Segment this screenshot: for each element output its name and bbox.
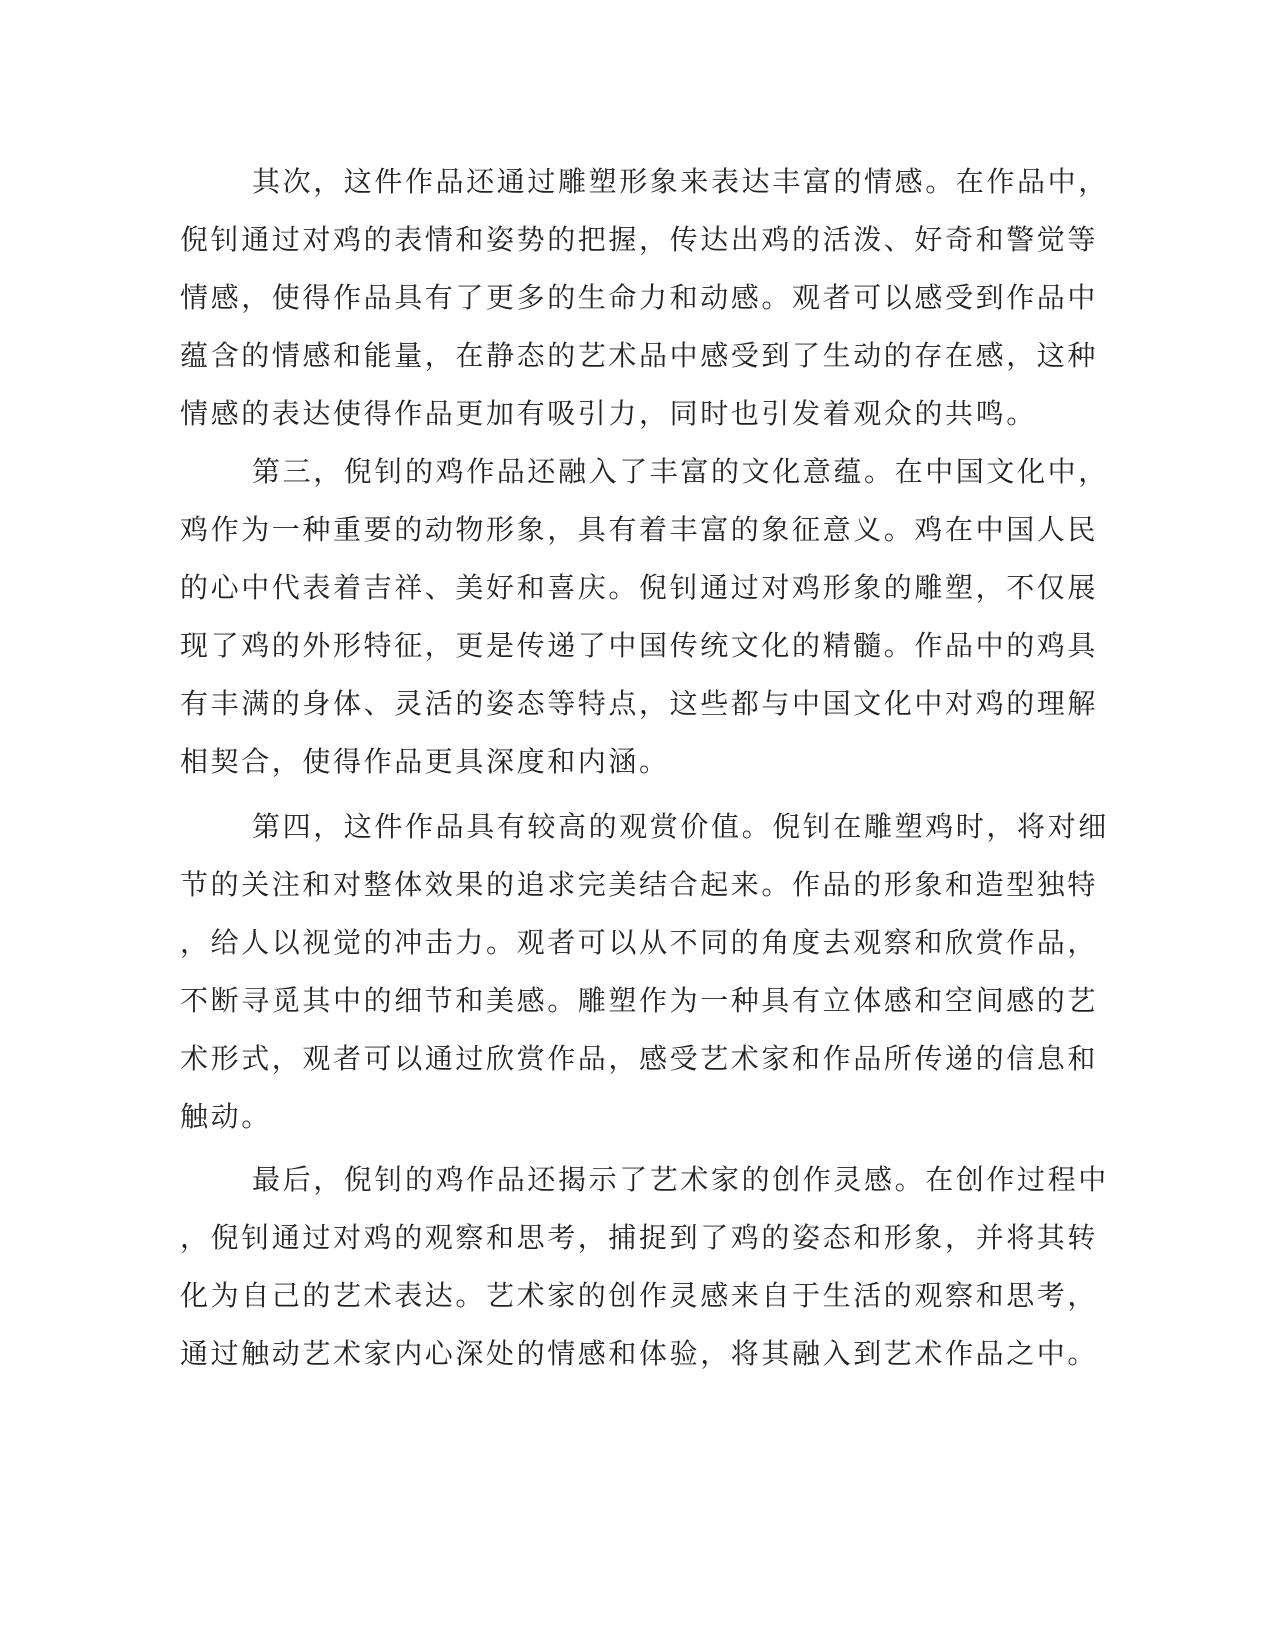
paragraph-3-line-4: 不断寻觅其中的细节和美感。雕塑作为一种具有立体感和空间感的艺	[180, 984, 1099, 1017]
paragraph-4-line-2: ，倪钊通过对鸡的观察和思考，捕捉到了鸡的姿态和形象，并将其转	[180, 1221, 1099, 1254]
paragraph-2-line-3: 的心中代表着吉祥、美好和喜庆。倪钊通过对鸡形象的雕塑，不仅展	[180, 571, 1099, 604]
paragraph-1-line-4: 蕴含的情感和能量，在静态的艺术品中感受到了生动的存在感，这种	[180, 339, 1099, 372]
paragraph-1-line-3: 情感，使得作品具有了更多的生命力和动感。观者可以感受到作品中	[180, 281, 1099, 314]
paragraph-4-line-3: 化为自己的艺术表达。艺术家的创作灵感来自于生活的观察和思考，	[180, 1279, 1099, 1312]
paragraph-3-line-1: 第四，这件作品具有较高的观赏价值。倪钊在雕塑鸡时，将对细	[252, 810, 1109, 843]
paragraph-3-line-6: 触动。	[180, 1100, 272, 1133]
paragraph-2-line-6: 相契合，使得作品更具深度和内涵。	[180, 745, 670, 778]
paragraph-3-line-2: 节的关注和对整体效果的追求完美结合起来。作品的形象和造型独特	[180, 868, 1099, 901]
paragraph-1-line-5: 情感的表达使得作品更加有吸引力，同时也引发着观众的共鸣。	[180, 397, 1037, 430]
paragraph-2-line-5: 有丰满的身体、灵活的姿态等特点，这些都与中国文化中对鸡的理解	[180, 687, 1099, 720]
paragraph-3-line-3: ，给人以视觉的冲击力。观者可以从不同的角度去观察和欣赏作品，	[180, 926, 1099, 959]
paragraph-1-line-1: 其次，这件作品还通过雕塑形象来表达丰富的情感。在作品中，	[252, 165, 1109, 198]
paragraph-2-line-1: 第三，倪钊的鸡作品还融入了丰富的文化意蕴。在中国文化中，	[252, 455, 1109, 488]
paragraph-4-line-1: 最后，倪钊的鸡作品还揭示了艺术家的创作灵感。在创作过程中	[252, 1163, 1109, 1196]
paragraph-1-line-2: 倪钊通过对鸡的表情和姿势的把握，传达出鸡的活泼、好奇和警觉等	[180, 223, 1099, 256]
paragraph-2-line-4: 现了鸡的外形特征，更是传递了中国传统文化的精髓。作品中的鸡具	[180, 629, 1099, 662]
paragraph-4-line-4: 通过触动艺术家内心深处的情感和体验，将其融入到艺术作品之中。	[180, 1337, 1099, 1370]
paragraph-2-line-2: 鸡作为一种重要的动物形象，具有着丰富的象征意义。鸡在中国人民	[180, 513, 1099, 546]
paragraph-3-line-5: 术形式，观者可以通过欣赏作品，感受艺术家和作品所传递的信息和	[180, 1042, 1099, 1075]
